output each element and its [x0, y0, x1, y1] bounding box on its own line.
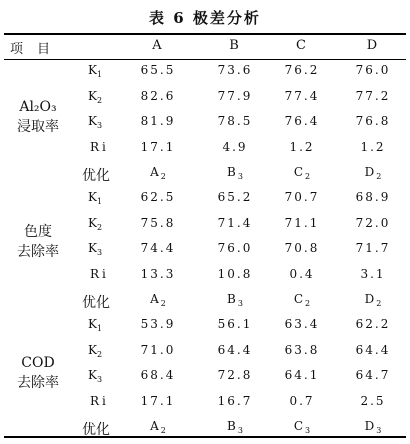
table-cell: 77.2 [355, 88, 391, 103]
table-cell: $A_2$ [150, 419, 166, 435]
table-cell: 56.1 [217, 317, 253, 331]
table-cell: $A_2$ [150, 292, 166, 308]
header-item: 项目 [10, 42, 65, 57]
header-rule [4, 59, 406, 60]
row-label: $K_2$ [88, 215, 103, 232]
row-label: 优化 [82, 422, 110, 438]
table-cell: 62.2 [355, 317, 391, 331]
table-cell: 73.6 [217, 63, 253, 77]
row-label: 优化 [82, 295, 110, 311]
table-cell: 68.9 [355, 190, 391, 204]
table-cell: $C_3$ [293, 419, 311, 435]
table-cell: 76.0 [217, 241, 253, 255]
table-cell: 76.0 [355, 63, 391, 77]
table-cell: 77.9 [217, 88, 253, 103]
table-cell: 75.8 [140, 215, 176, 230]
table-title: 表 6 极差分析 [149, 9, 261, 27]
table-cell: 10.8 [217, 266, 253, 281]
table-cell: 81.9 [140, 114, 176, 128]
header-col-b: B [229, 38, 241, 53]
row-label: Ri [90, 139, 109, 154]
table-cell: $B_3$ [227, 419, 243, 435]
table-cell: $C_2$ [293, 165, 311, 181]
bottom-rule [4, 436, 406, 438]
table-cell: $A_2$ [150, 165, 166, 181]
table-cell: 70.8 [284, 241, 320, 255]
table-cell: 72.8 [217, 368, 253, 382]
row-label: 优化 [82, 168, 110, 184]
table-cell: 17.1 [140, 139, 176, 154]
table-cell: 76.4 [284, 114, 320, 128]
top-rule [4, 33, 406, 35]
group-label-line2: 浸取率 [17, 119, 59, 135]
table-cell: 70.7 [284, 190, 320, 204]
row-label: $K_1$ [88, 317, 103, 333]
group-label-line1: COD [21, 355, 55, 371]
row-label: $K_1$ [88, 190, 103, 206]
table-cell: $D_2$ [364, 165, 382, 181]
row-label: $K_3$ [88, 241, 103, 257]
table-cell: 17.1 [140, 393, 176, 408]
row-label: Ri [90, 393, 109, 408]
table-cell: 63.4 [284, 317, 320, 331]
table-cell: 3.1 [360, 266, 386, 281]
row-label: $K_1$ [88, 63, 103, 79]
table-cell: 0.4 [289, 266, 315, 281]
table-cell: 71.7 [355, 241, 391, 255]
table-cell: 63.8 [284, 342, 320, 357]
table-cell: 1.2 [289, 139, 315, 154]
table-cell: 13.3 [140, 266, 176, 281]
table-cell: 62.5 [140, 190, 176, 204]
table-cell: 2.5 [360, 393, 386, 408]
row-label: $K_3$ [88, 114, 103, 130]
table-cell: $C_2$ [293, 292, 311, 308]
group-label-line1: Al₂O₃ [19, 99, 57, 115]
table-cell: 82.6 [140, 88, 176, 103]
table-cell: 68.4 [140, 368, 176, 382]
table-cell: 64.4 [355, 342, 391, 357]
table-cell: $B_3$ [227, 165, 243, 181]
table-cell: 76.8 [355, 114, 391, 128]
table-cell: 4.9 [222, 139, 248, 154]
row-label: Ri [90, 266, 109, 281]
group-label-line1: 色度 [24, 224, 52, 240]
row-label: $K_3$ [88, 368, 103, 384]
table-cell: 16.7 [217, 393, 253, 408]
table-cell: 53.9 [140, 317, 176, 331]
row-label: $K_2$ [88, 88, 103, 105]
table-cell: 71.1 [284, 215, 320, 230]
table-cell: 0.7 [289, 393, 315, 408]
table-cell: 71.0 [140, 342, 176, 357]
table-cell: 72.0 [355, 215, 391, 230]
header-col-d: D [366, 38, 380, 53]
header-col-a: A [152, 38, 164, 53]
table-cell: 64.7 [355, 368, 391, 382]
table-cell: 65.5 [140, 63, 176, 77]
row-label: $K_2$ [88, 342, 103, 359]
table-cell: $D_2$ [364, 292, 382, 308]
group-label-1 [8, 222, 68, 262]
table-cell: 76.2 [284, 63, 320, 77]
table-cell: 78.5 [217, 114, 253, 128]
group-label-0 [8, 97, 68, 137]
table-cell: 1.2 [360, 139, 386, 154]
group-label-2 [8, 353, 68, 393]
table-cell: $D_3$ [364, 419, 382, 435]
table-cell: 74.4 [140, 241, 176, 255]
table-cell: 77.4 [284, 88, 320, 103]
table-cell: 71.4 [217, 215, 253, 230]
group-label-line2: 去除率 [17, 375, 59, 391]
table-cell: $B_3$ [227, 292, 243, 308]
table-cell: 64.1 [284, 368, 320, 382]
header-col-c: C [296, 38, 308, 53]
table-cell: 64.4 [217, 342, 253, 357]
table-cell: 65.2 [217, 190, 253, 204]
group-label-line2: 去除率 [17, 244, 59, 260]
